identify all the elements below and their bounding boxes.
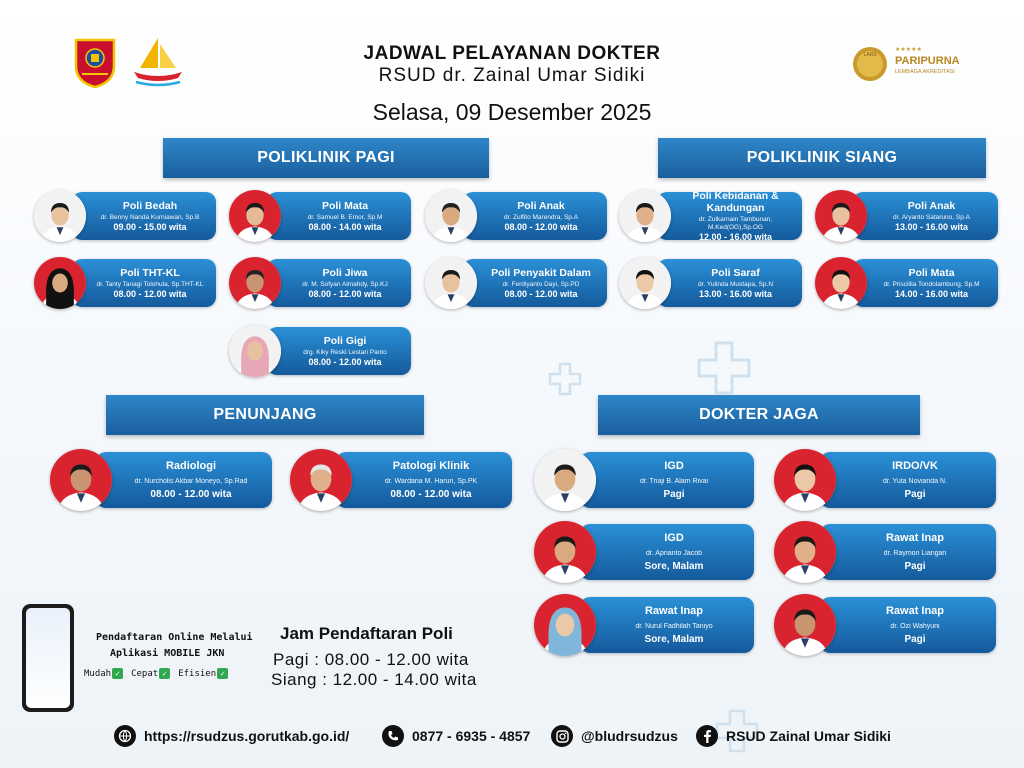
doctor-name: drg. Kiky Reski Lestari Panto	[303, 349, 387, 356]
phone-icon	[382, 725, 404, 747]
poli-name: Patologi Klinik	[392, 460, 470, 472]
service-time: 08.00 - 14.00 wita	[308, 222, 382, 232]
service-time: 08.00 - 12.00 wita	[504, 222, 578, 232]
check-icon: ✓	[159, 668, 170, 679]
doctor-photo	[50, 449, 112, 511]
doctor-card-jaga-rawat-inap	[774, 597, 996, 653]
card-info	[463, 259, 607, 307]
poli-name: Poli Bedah	[122, 200, 178, 212]
page-title: JADWAL PELAYANAN DOKTER	[363, 43, 661, 64]
doctor-card-pagi-poli-jiwa	[229, 259, 411, 307]
poli-name: Rawat Inap	[885, 532, 945, 544]
doctor-photo	[619, 257, 671, 309]
facebook-contact[interactable]	[696, 725, 891, 747]
doctor-card-jaga-irdo-vk	[774, 452, 996, 508]
doctor-photo	[34, 257, 86, 309]
service-time: 13.00 - 16.00 wita	[698, 289, 773, 299]
card-info	[820, 597, 996, 653]
plus-cross-icon	[548, 362, 582, 396]
service-time: 13.00 - 16.00 wita	[894, 222, 969, 232]
card-info	[657, 259, 802, 307]
doctor-card-pagi-poli-anak	[425, 192, 607, 240]
doctor-card-pagi-poli-gigi	[229, 327, 411, 375]
poli-name: IGD	[664, 532, 684, 544]
doctor-name: dr. Benny Nanda Kurniawan, Sp.B	[100, 214, 200, 221]
website-contact[interactable]	[114, 725, 349, 747]
poli-name: Poli Anak	[517, 200, 565, 212]
check-icon: ✓	[112, 668, 123, 679]
svg-text:★★★★★: ★★★★★	[895, 46, 922, 53]
instagram-icon	[551, 725, 573, 747]
registration-badges	[84, 668, 228, 679]
service-time: 08.00 - 12.00 wita	[308, 289, 382, 299]
poli-name: Poli Kebidanan & Kandungan	[692, 190, 779, 214]
website-url[interactable]: https://rsudzus.gorutkab.go.id/	[144, 728, 350, 744]
schedule-date: Selasa, 09 Desember 2025	[372, 99, 652, 125]
doctor-name: dr. M. Sofyan Almahdy, Sp.KJ	[302, 281, 388, 288]
doctor-photo	[815, 190, 867, 242]
card-info	[580, 597, 754, 653]
service-time: 12.00 - 16.00 wita	[698, 232, 773, 242]
instagram-handle[interactable]: @bludrsudzus	[581, 728, 678, 744]
doctor-name: dr. Yulinda Mustapa, Sp.N	[697, 281, 774, 288]
service-time: 14.00 - 16.00 wita	[894, 289, 969, 299]
doctor-name: dr. Zulkarnain Tambunan, M.Ked(OG),Sp.OG	[698, 216, 773, 231]
doctor-card-siang-poli-kebidanan-kandungan	[619, 192, 802, 240]
doctor-photo	[290, 449, 352, 511]
doctor-card-siang-poli-saraf	[619, 259, 802, 307]
poli-name: IRDO/VK	[892, 460, 938, 472]
doctor-photo	[534, 594, 596, 656]
service-time: Pagi	[904, 561, 926, 572]
doctor-photo	[229, 325, 281, 377]
poli-name: Radiologi	[165, 460, 217, 472]
doctor-card-siang-poli-anak	[815, 192, 998, 240]
service-time: 08.00 - 12.00 wita	[308, 357, 382, 367]
service-time: 09.00 - 15.00 wita	[113, 222, 187, 232]
card-info	[853, 259, 998, 307]
section-header-poliklinik-siang: POLIKLINIK SIANG	[658, 138, 986, 178]
doctor-name: dr. Ferdiyanto Dayi, Sp.PD	[502, 281, 580, 288]
doctor-name: dr. Yuta Novianda N.	[882, 478, 948, 485]
web-icon	[114, 725, 136, 747]
registration-app-text: Aplikasi MOBILE JKN	[110, 648, 225, 659]
doctor-card-jaga-igd	[534, 452, 754, 508]
doctor-card-siang-poli-mata	[815, 259, 998, 307]
doctor-card-pagi-poli-bedah	[34, 192, 216, 240]
doctor-name: dr. Aryanto Sataruno, Sp.A	[893, 214, 970, 221]
poli-name: Poli Anak	[907, 200, 956, 212]
doctor-card-pagi-poli-tht-kl	[34, 259, 216, 307]
card-info	[336, 452, 512, 508]
poli-name: Poli Penyakit Dalam	[491, 267, 591, 279]
mobile-jkn-phone-image	[22, 604, 74, 712]
phone-contact[interactable]	[382, 725, 530, 747]
doctor-card-jaga-rawat-inap	[534, 597, 754, 653]
doctor-photo	[534, 449, 596, 511]
card-info	[657, 192, 802, 240]
poli-name: Poli THT-KL	[120, 267, 180, 279]
doctor-name: dr. Priscillia Tondolambung, Sp.M	[883, 281, 980, 288]
doctor-photo	[425, 190, 477, 242]
card-info	[820, 524, 996, 580]
hospital-name: RSUD dr. Zainal Umar Sidiki	[378, 65, 646, 86]
doctor-photo	[229, 190, 281, 242]
doctor-photo	[229, 257, 281, 309]
poli-name: Rawat Inap	[885, 605, 945, 617]
service-time: 08.00 - 12.00 wita	[150, 489, 232, 500]
doctor-name: dr. Zulfito Marendra, Sp.A	[503, 214, 579, 221]
doctor-name: dr. Triaji B. Alam Rivai	[639, 478, 709, 485]
badge-cepat: Cepat ✓	[131, 668, 170, 679]
facebook-icon	[696, 725, 718, 747]
registration-hours-siang: Siang : 12.00 - 14.00 wita	[271, 670, 477, 689]
service-time: Pagi	[904, 489, 926, 500]
card-info	[580, 524, 754, 580]
service-time: Pagi	[904, 634, 926, 645]
plus-cross-icon	[696, 340, 752, 396]
doctor-card-penunjang-radiologi	[50, 452, 272, 508]
doctor-name: dr. Nurcholis Akbar Moneyo, Sp.Rad	[134, 478, 248, 485]
doctor-photo	[425, 257, 477, 309]
card-info	[820, 452, 996, 508]
section-header-poliklinik-pagi: POLIKLINIK PAGI	[163, 138, 489, 178]
service-time: Pagi	[663, 489, 685, 500]
card-info	[267, 192, 411, 240]
card-info	[853, 192, 998, 240]
poli-name: Poli Mata	[321, 200, 369, 212]
doctor-name: dr. Wardana M. Harun, Sp.PK	[384, 478, 478, 485]
doctor-photo	[774, 449, 836, 511]
doctor-name: dr. Aprianto Jacob	[645, 550, 703, 557]
service-time: 08.00 - 12.00 wita	[390, 489, 472, 500]
section-header-penunjang: PENUNJANG	[106, 395, 424, 435]
doctor-card-penunjang-patologi-klinik	[290, 452, 512, 508]
doctor-photo	[534, 521, 596, 583]
registration-hours-pagi: Pagi : 08.00 - 12.00 wita	[273, 650, 469, 669]
service-time: Sore, Malam	[644, 561, 704, 572]
poli-name: Poli Gigi	[323, 335, 367, 347]
check-icon: ✓	[217, 668, 228, 679]
doctor-photo	[815, 257, 867, 309]
doctor-name: dr. Nurul Fadhilah Taniyo	[635, 623, 713, 630]
poli-name: Rawat Inap	[644, 605, 704, 617]
doctor-photo	[34, 190, 86, 242]
card-info	[580, 452, 754, 508]
service-time: Sore, Malam	[644, 634, 704, 645]
doctor-photo	[774, 521, 836, 583]
section-header-dokter-jaga: DOKTER JAGA	[598, 395, 920, 435]
registration-hours-title: Jam Pendaftaran Poli	[280, 624, 453, 643]
doctor-name: dr. Raymon Liangan	[883, 550, 947, 557]
poli-name: Poli Jiwa	[322, 267, 368, 279]
poli-name: IGD	[664, 460, 684, 472]
doctor-card-jaga-rawat-inap	[774, 524, 996, 580]
svg-text:LEMBAGA AKREDITASI: LEMBAGA AKREDITASI	[895, 69, 955, 75]
phone-number[interactable]: 0877 - 6935 - 4857	[412, 728, 531, 744]
service-time: 08.00 - 12.00 wita	[504, 289, 578, 299]
doctor-card-jaga-igd	[534, 524, 754, 580]
poli-name: Poli Mata	[908, 267, 955, 279]
badge-efisien: Efisien ✓	[178, 668, 228, 679]
doctor-name: dr. Tanty Tanagi Tolohula, Sp.THT-KL	[96, 281, 204, 288]
doctor-name: dr. Ozi Wahyuni	[890, 623, 940, 630]
doctor-name: dr. Samuel B. Emor, Sp.M	[307, 214, 383, 221]
badge-mudah: Mudah ✓	[84, 668, 123, 679]
facebook-page[interactable]: RSUD Zainal Umar Sidiki	[726, 728, 891, 744]
svg-text:PARIPURNA: PARIPURNA	[895, 55, 960, 67]
service-time: 08.00 - 12.00 wita	[113, 289, 187, 299]
poli-name: Poli Saraf	[711, 267, 760, 279]
svg-text:LARS: LARS	[863, 52, 877, 58]
card-info	[267, 259, 411, 307]
instagram-contact[interactable]	[551, 725, 678, 747]
doctor-photo	[774, 594, 836, 656]
card-info	[463, 192, 607, 240]
doctor-card-pagi-poli-mata	[229, 192, 411, 240]
card-info	[72, 259, 216, 307]
card-info	[72, 192, 216, 240]
registration-online-text: Pendaftaran Online Melalui	[96, 632, 253, 643]
card-info	[267, 327, 411, 375]
doctor-card-pagi-poli-penyakit-dalam	[425, 259, 607, 307]
doctor-photo	[619, 190, 671, 242]
card-info	[96, 452, 272, 508]
